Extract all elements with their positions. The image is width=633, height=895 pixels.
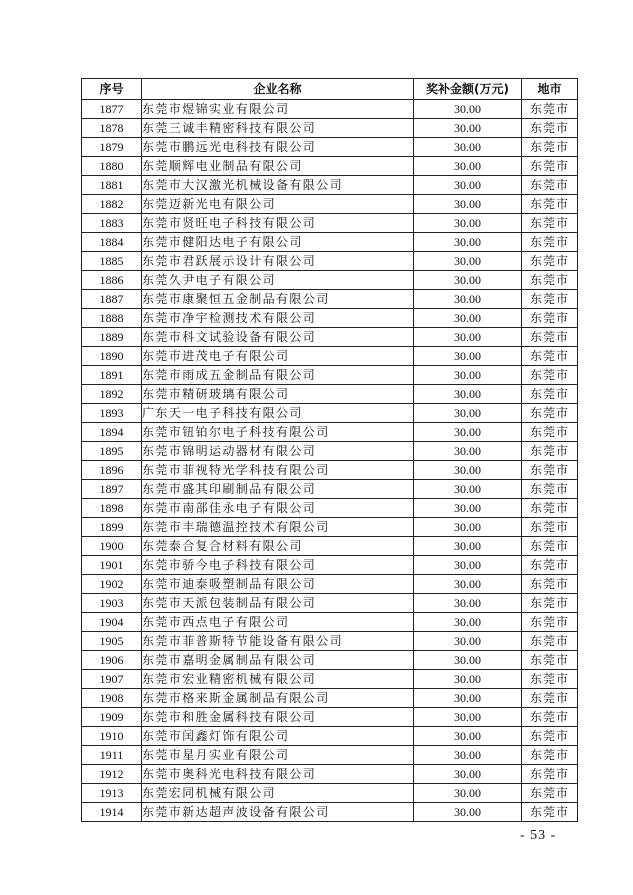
cell-company-name: 东莞市科文试验设备有限公司 (142, 328, 414, 347)
cell-company-name: 东莞市奥科光电科技有限公司 (142, 765, 414, 784)
table-row (82, 518, 578, 537)
cell-city: 东莞市 (522, 575, 578, 594)
cell-city: 东莞市 (522, 100, 578, 119)
cell-subsidy-amount: 30.00 (414, 632, 522, 651)
cell-serial-no: 1895 (82, 442, 142, 461)
cell-serial-no: 1884 (82, 233, 142, 252)
cell-city: 东莞市 (522, 784, 578, 803)
cell-subsidy-amount: 30.00 (414, 461, 522, 480)
page-number: - 53 - (520, 828, 557, 843)
cell-subsidy-amount: 30.00 (414, 670, 522, 689)
cell-subsidy-amount: 30.00 (414, 537, 522, 556)
table-row (82, 119, 578, 138)
cell-subsidy-amount: 30.00 (414, 746, 522, 765)
table-row (82, 499, 578, 518)
cell-serial-no: 1905 (82, 632, 142, 651)
cell-serial-no: 1896 (82, 461, 142, 480)
cell-city: 东莞市 (522, 632, 578, 651)
cell-serial-no: 1880 (82, 157, 142, 176)
cell-serial-no: 1908 (82, 689, 142, 708)
table-row (82, 708, 578, 727)
table-row (82, 613, 578, 632)
cell-subsidy-amount: 30.00 (414, 518, 522, 537)
cell-serial-no: 1883 (82, 214, 142, 233)
table-row (82, 366, 578, 385)
table-row (82, 803, 578, 822)
cell-subsidy-amount: 30.00 (414, 708, 522, 727)
cell-company-name: 东莞市锦明运动器材有限公司 (142, 442, 414, 461)
cell-city: 东莞市 (522, 461, 578, 480)
cell-subsidy-amount: 30.00 (414, 157, 522, 176)
cell-city: 东莞市 (522, 765, 578, 784)
cell-city: 东莞市 (522, 195, 578, 214)
table-body (82, 100, 578, 822)
cell-subsidy-amount: 30.00 (414, 176, 522, 195)
cell-serial-no: 1914 (82, 803, 142, 822)
cell-company-name: 东莞泰合复合材料有限公司 (142, 537, 414, 556)
cell-city: 东莞市 (522, 499, 578, 518)
cell-company-name: 东莞市大汉激光机械设备有限公司 (142, 176, 414, 195)
cell-city: 东莞市 (522, 404, 578, 423)
table-row (82, 575, 578, 594)
cell-serial-no: 1887 (82, 290, 142, 309)
cell-company-name: 东莞市闰鑫灯饰有限公司 (142, 727, 414, 746)
header-serial-no: 序号 (82, 79, 142, 100)
cell-company-name: 东莞市菲视特光学科技有限公司 (142, 461, 414, 480)
cell-company-name: 广东天一电子科技有限公司 (142, 404, 414, 423)
cell-serial-no: 1911 (82, 746, 142, 765)
cell-city: 东莞市 (522, 689, 578, 708)
table-row (82, 233, 578, 252)
cell-serial-no: 1913 (82, 784, 142, 803)
cell-serial-no: 1910 (82, 727, 142, 746)
table-row (82, 176, 578, 195)
cell-subsidy-amount: 30.00 (414, 385, 522, 404)
cell-company-name: 东莞市菲普斯特节能设备有限公司 (142, 632, 414, 651)
cell-serial-no: 1900 (82, 537, 142, 556)
cell-serial-no: 1888 (82, 309, 142, 328)
table-row (82, 195, 578, 214)
cell-city: 东莞市 (522, 347, 578, 366)
cell-city: 东莞市 (522, 708, 578, 727)
cell-serial-no: 1879 (82, 138, 142, 157)
cell-city: 东莞市 (522, 613, 578, 632)
table-row (82, 480, 578, 499)
cell-serial-no: 1890 (82, 347, 142, 366)
cell-company-name: 东莞宏同机械有限公司 (142, 784, 414, 803)
cell-city: 东莞市 (522, 157, 578, 176)
cell-company-name: 东莞市贤旺电子科技有限公司 (142, 214, 414, 233)
table-row (82, 347, 578, 366)
header-subsidy-amount: 奖补金额(万元) (414, 79, 522, 100)
cell-subsidy-amount: 30.00 (414, 803, 522, 822)
cell-serial-no: 1912 (82, 765, 142, 784)
cell-company-name: 东莞市骄今电子科技有限公司 (142, 556, 414, 575)
cell-city: 东莞市 (522, 670, 578, 689)
header-city: 地市 (522, 79, 578, 100)
table-row (82, 556, 578, 575)
cell-company-name: 东莞久尹电子有限公司 (142, 271, 414, 290)
table-row (82, 157, 578, 176)
cell-city: 东莞市 (522, 727, 578, 746)
cell-subsidy-amount: 30.00 (414, 423, 522, 442)
cell-company-name: 东莞市君跃展示设计有限公司 (142, 252, 414, 271)
cell-serial-no: 1889 (82, 328, 142, 347)
cell-subsidy-amount: 30.00 (414, 138, 522, 157)
cell-subsidy-amount: 30.00 (414, 784, 522, 803)
cell-subsidy-amount: 30.00 (414, 100, 522, 119)
cell-subsidy-amount: 30.00 (414, 309, 522, 328)
cell-serial-no: 1902 (82, 575, 142, 594)
table-row (82, 594, 578, 613)
cell-city: 东莞市 (522, 423, 578, 442)
cell-company-name: 东莞市进茂电子有限公司 (142, 347, 414, 366)
cell-city: 东莞市 (522, 556, 578, 575)
cell-subsidy-amount: 30.00 (414, 290, 522, 309)
cell-city: 东莞市 (522, 309, 578, 328)
cell-city: 东莞市 (522, 328, 578, 347)
cell-serial-no: 1897 (82, 480, 142, 499)
cell-city: 东莞市 (522, 290, 578, 309)
table-header-row (82, 79, 578, 100)
cell-serial-no: 1904 (82, 613, 142, 632)
cell-company-name: 东莞顺辉电业制品有限公司 (142, 157, 414, 176)
cell-company-name: 东莞市和胜金属科技有限公司 (142, 708, 414, 727)
cell-serial-no: 1877 (82, 100, 142, 119)
table-row (82, 385, 578, 404)
cell-company-name: 东莞市鹏远光电科技有限公司 (142, 138, 414, 157)
cell-company-name: 东莞市健阳达电子有限公司 (142, 233, 414, 252)
cell-city: 东莞市 (522, 214, 578, 233)
cell-city: 东莞市 (522, 233, 578, 252)
cell-serial-no: 1893 (82, 404, 142, 423)
cell-serial-no: 1878 (82, 119, 142, 138)
cell-subsidy-amount: 30.00 (414, 195, 522, 214)
cell-company-name: 东莞市净宇检测技术有限公司 (142, 309, 414, 328)
cell-company-name: 东莞市格来斯金属制品有限公司 (142, 689, 414, 708)
cell-company-name: 东莞市康聚恒五金制品有限公司 (142, 290, 414, 309)
cell-serial-no: 1899 (82, 518, 142, 537)
cell-serial-no: 1909 (82, 708, 142, 727)
table-row (82, 138, 578, 157)
cell-subsidy-amount: 30.00 (414, 480, 522, 499)
cell-serial-no: 1892 (82, 385, 142, 404)
cell-serial-no: 1881 (82, 176, 142, 195)
cell-serial-no: 1906 (82, 651, 142, 670)
cell-company-name: 东莞市星月实业有限公司 (142, 746, 414, 765)
cell-company-name: 东莞迈新光电有限公司 (142, 195, 414, 214)
table-row (82, 290, 578, 309)
cell-serial-no: 1907 (82, 670, 142, 689)
cell-city: 东莞市 (522, 651, 578, 670)
cell-city: 东莞市 (522, 594, 578, 613)
cell-subsidy-amount: 30.00 (414, 233, 522, 252)
cell-company-name: 东莞市精研玻璃有限公司 (142, 385, 414, 404)
cell-serial-no: 1903 (82, 594, 142, 613)
cell-city: 东莞市 (522, 480, 578, 499)
table-row (82, 252, 578, 271)
table-row (82, 746, 578, 765)
subsidy-table (81, 78, 578, 822)
cell-subsidy-amount: 30.00 (414, 575, 522, 594)
cell-city: 东莞市 (522, 803, 578, 822)
cell-company-name: 东莞市钮铂尔电子科技有限公司 (142, 423, 414, 442)
table-row (82, 328, 578, 347)
cell-company-name: 东莞市宏业精密机械有限公司 (142, 670, 414, 689)
table-row (82, 651, 578, 670)
cell-subsidy-amount: 30.00 (414, 442, 522, 461)
cell-subsidy-amount: 30.00 (414, 651, 522, 670)
table-row (82, 404, 578, 423)
cell-city: 东莞市 (522, 366, 578, 385)
cell-subsidy-amount: 30.00 (414, 252, 522, 271)
table-row (82, 727, 578, 746)
cell-city: 东莞市 (522, 537, 578, 556)
cell-city: 东莞市 (522, 746, 578, 765)
cell-city: 东莞市 (522, 138, 578, 157)
cell-city: 东莞市 (522, 518, 578, 537)
cell-subsidy-amount: 30.00 (414, 366, 522, 385)
cell-subsidy-amount: 30.00 (414, 689, 522, 708)
cell-subsidy-amount: 30.00 (414, 347, 522, 366)
cell-company-name: 东莞市迪泰吸塑制品有限公司 (142, 575, 414, 594)
table-row (82, 632, 578, 651)
cell-subsidy-amount: 30.00 (414, 404, 522, 423)
cell-subsidy-amount: 30.00 (414, 499, 522, 518)
cell-city: 东莞市 (522, 385, 578, 404)
cell-serial-no: 1894 (82, 423, 142, 442)
table-row (82, 670, 578, 689)
table-row (82, 784, 578, 803)
cell-subsidy-amount: 30.00 (414, 727, 522, 746)
cell-subsidy-amount: 30.00 (414, 556, 522, 575)
cell-serial-no: 1882 (82, 195, 142, 214)
table-row (82, 765, 578, 784)
cell-company-name: 东莞市盛其印刷制品有限公司 (142, 480, 414, 499)
cell-serial-no: 1885 (82, 252, 142, 271)
cell-subsidy-amount: 30.00 (414, 594, 522, 613)
cell-subsidy-amount: 30.00 (414, 328, 522, 347)
cell-serial-no: 1901 (82, 556, 142, 575)
cell-city: 东莞市 (522, 252, 578, 271)
cell-subsidy-amount: 30.00 (414, 214, 522, 233)
cell-serial-no: 1891 (82, 366, 142, 385)
cell-city: 东莞市 (522, 442, 578, 461)
table-row (82, 537, 578, 556)
cell-company-name: 东莞三诚丰精密科技有限公司 (142, 119, 414, 138)
cell-company-name: 东莞市雨成五金制品有限公司 (142, 366, 414, 385)
cell-company-name: 东莞市嘉明金属制品有限公司 (142, 651, 414, 670)
header-company-name: 企业名称 (142, 79, 414, 100)
cell-company-name: 东莞市南部佳永电子有限公司 (142, 499, 414, 518)
cell-subsidy-amount: 30.00 (414, 613, 522, 632)
cell-company-name: 东莞市煜锦实业有限公司 (142, 100, 414, 119)
table-row (82, 461, 578, 480)
table-row (82, 423, 578, 442)
cell-company-name: 东莞市西点电子有限公司 (142, 613, 414, 632)
cell-serial-no: 1898 (82, 499, 142, 518)
cell-subsidy-amount: 30.00 (414, 765, 522, 784)
table-row (82, 100, 578, 119)
cell-city: 东莞市 (522, 176, 578, 195)
cell-company-name: 东莞市新达超声波设备有限公司 (142, 803, 414, 822)
table-row (82, 442, 578, 461)
table-row (82, 214, 578, 233)
table-row (82, 689, 578, 708)
cell-city: 东莞市 (522, 271, 578, 290)
cell-subsidy-amount: 30.00 (414, 119, 522, 138)
table-row (82, 309, 578, 328)
cell-company-name: 东莞市丰瑞德温控技术有限公司 (142, 518, 414, 537)
cell-serial-no: 1886 (82, 271, 142, 290)
cell-company-name: 东莞市天派包装制品有限公司 (142, 594, 414, 613)
table-row (82, 271, 578, 290)
cell-subsidy-amount: 30.00 (414, 271, 522, 290)
cell-city: 东莞市 (522, 119, 578, 138)
